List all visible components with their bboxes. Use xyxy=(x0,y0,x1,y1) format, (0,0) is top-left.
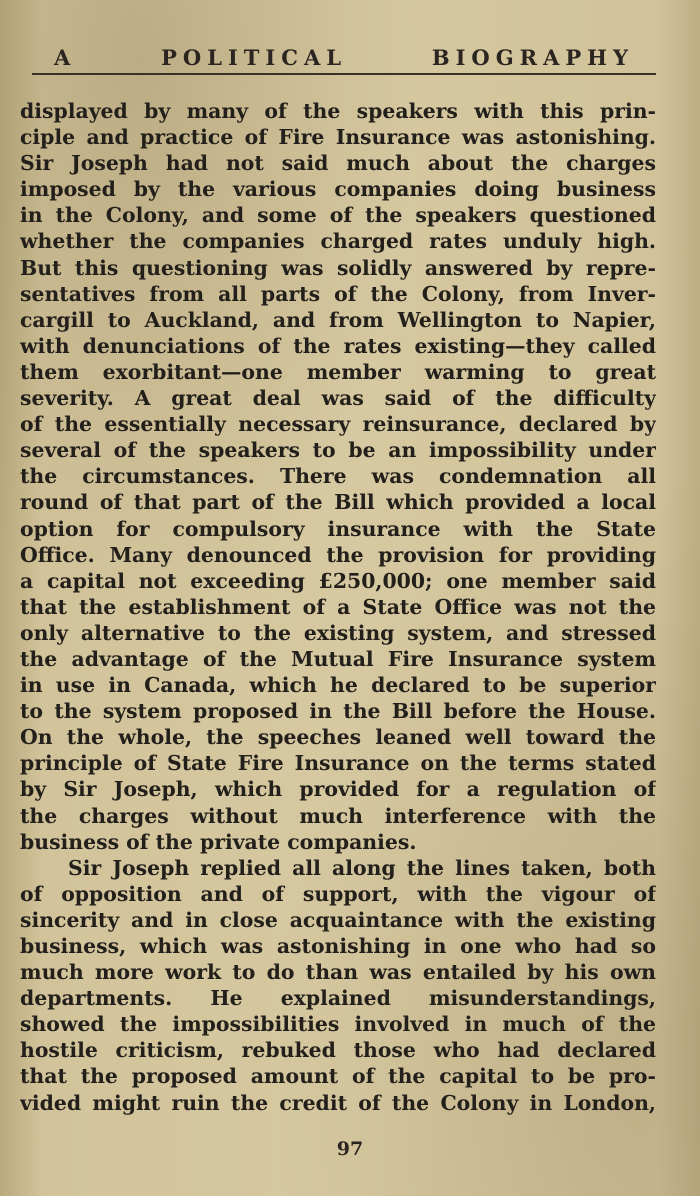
text-line: of the essentially necessary reinsurance, declared by xyxy=(20,412,656,437)
text-line: to the system proposed in the Bill before the House. xyxy=(20,699,656,724)
text-line: sentatives from all parts of the Colony, from Inver- xyxy=(20,281,656,306)
text-line: the advantage of the Mutual Fire Insurance system xyxy=(20,646,656,671)
text-line: only alternative to the existing system, and stressed xyxy=(20,620,656,645)
text-line: with denunciations of the rates existing—they called xyxy=(20,333,656,358)
text-line: option for compulsory insurance with the State xyxy=(20,516,656,541)
header-rule xyxy=(32,73,656,75)
text-line: much more work to do than was entailed by his own xyxy=(20,960,656,985)
text-line: Sir Joseph had not said much about the charges xyxy=(20,151,656,176)
text-line: in use in Canada, which he declared to be superior xyxy=(20,673,656,698)
text-line: them exorbitant—one member warming to great xyxy=(20,359,656,384)
text-line: round of that part of the Bill which provided a local xyxy=(20,490,656,515)
text-line: the circumstances. There was condemnation all xyxy=(20,464,656,489)
text-line: severity. A great deal was said of the difficulty xyxy=(20,386,656,411)
text-line: by Sir Joseph, which provided for a regulation of xyxy=(20,777,656,802)
text-line: that the proposed amount of the capital to be pro- xyxy=(20,1064,656,1089)
text-line: vided might ruin the credit of the Colony in London, xyxy=(20,1090,656,1115)
text-line: sincerity and in close acquaintance with the existing xyxy=(20,907,656,932)
header-word-political: POLITICAL xyxy=(161,44,348,70)
text-line: Office. Many denounced the provision for providing xyxy=(20,542,656,567)
text-line: that the establishment of a State Office was not the xyxy=(20,594,656,619)
header-word-a: A xyxy=(54,44,77,70)
text-line: imposed by the various companies doing business xyxy=(20,177,656,202)
page-number: 97 xyxy=(336,1138,364,1160)
text-line: business, which was astonishing in one who had so xyxy=(20,934,656,958)
text-line: On the whole, the speeches leaned well toward the xyxy=(20,725,656,750)
text-line: a capital not exceeding £250,000; one member said xyxy=(20,568,656,593)
body-text xyxy=(20,98,656,1116)
text-line: But this questioning was solidly answered by repre- xyxy=(20,255,656,280)
running-header xyxy=(54,40,634,74)
text-line: cargill to Auckland, and from Wellington to Napier, xyxy=(20,307,656,332)
text-line-paragraph-end: business of the private companies. xyxy=(20,829,417,854)
text-line: principle of State Fire Insurance on the terms stated xyxy=(20,751,656,776)
text-line: several of the speakers to be an impossibility under xyxy=(20,438,656,463)
text-line: ciple and practice of Fire Insurance was astonishing. xyxy=(20,125,656,150)
text-line: hostile criticism, rebuked those who had declared xyxy=(20,1038,656,1063)
text-line-paragraph-start: Sir Joseph replied all along the lines taken, both xyxy=(68,855,656,880)
text-line: in the Colony, and some of the speakers questioned xyxy=(20,203,656,228)
text-line: of opposition and of support, with the vigour of xyxy=(20,881,656,906)
text-line: the charges without much interference with the xyxy=(20,803,656,828)
header-word-biography: BIOGRAPHY xyxy=(431,44,634,70)
text-line: displayed by many of the speakers with this prin- xyxy=(20,99,656,123)
text-line: showed the impossibilities involved in much of the xyxy=(20,1012,656,1037)
text-line: whether the companies charged rates unduly high. xyxy=(20,229,656,254)
text-line: departments. He explained misunderstandings, xyxy=(20,986,656,1011)
